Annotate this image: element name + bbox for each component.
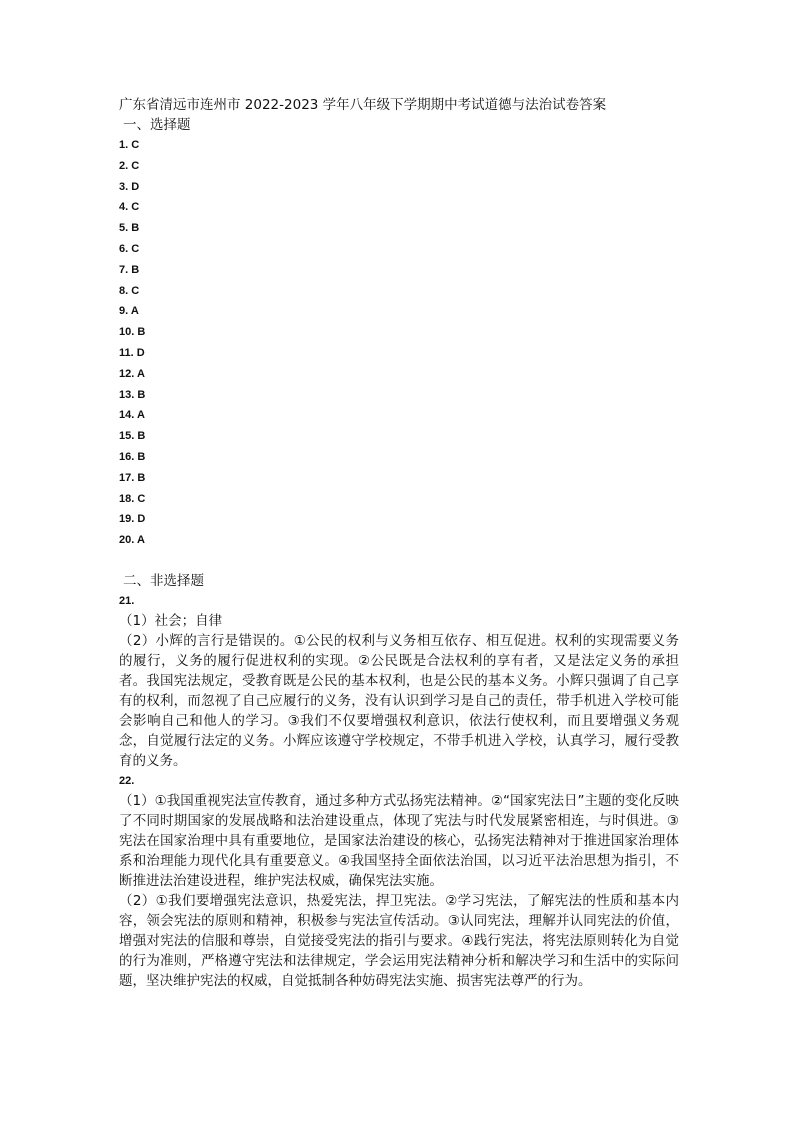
choice-answer: 4. C — [119, 201, 140, 214]
choice-answer: 11. D — [119, 346, 145, 359]
choice-answer: 7. B — [119, 263, 140, 276]
choice-answer-list — [119, 135, 679, 551]
choice-answer: 16. B — [119, 450, 146, 463]
choice-answer: 9. A — [119, 305, 139, 318]
choice-answer: 20. A — [119, 534, 145, 547]
choice-answer: 17. B — [119, 471, 146, 484]
choice-answer: 18. C — [119, 492, 146, 505]
section-heading-nonchoice: 二、非选择题 — [123, 572, 204, 589]
q22-part2-answer: （2）①我们要增强宪法意识，热爱宪法，捍卫宪法。②学习宪法，了解宪法的性质和基本内容，领会宪法的原则和精神，积极参与宪法宣传活动。③认同宪法，理解并认同宪法的价值，增强对宪法的信服和尊崇，自觉接受宪法的指引与要求。④践行宪法，将宪法原则转化为自觉的行为准则，严格遵守宪法和法律规定，学会运用宪法精神分析和解决学习和生活中的实际问题，坚决维护宪法的权威，自觉抵制各种妨碍宪法实施、损害宪法尊严的行为。 — [119, 892, 679, 989]
choice-answer: 1. C — [119, 139, 140, 151]
choice-answer: 3. D — [119, 180, 140, 193]
question-number-21: 21. — [119, 594, 135, 607]
answer-document — [119, 95, 679, 991]
section-heading-choice: 一、选择题 — [123, 117, 191, 133]
choice-answer: 19. D — [119, 513, 146, 526]
q21-part1-answer: （1）社会；自律 — [119, 612, 223, 629]
choice-answer: 5. B — [119, 222, 140, 235]
choice-answer: 10. B — [119, 326, 146, 339]
blank-line — [119, 551, 679, 571]
choice-answer: 2. C — [119, 159, 140, 172]
q21-part2-answer: （2）小辉的言行是错误的。①公民的权利与义务相互依存、相互促进。权利的实现需要义务的履行，义务的履行促进权利的实现。②公民既是合法权利的享有者，又是法定义务的承担者。我国宪法规定，受教育既是公民的基本权利，也是公民的基本义务。小辉只强调了自己享有的权利，而忽视了自己应履行的义务，没有认识到学习是自己的责任，带手机进入学校可能会影响自己和他人的学习。③我们不仅要增强权利意识，依法行使权利，而且要增强义务观念，自觉履行法定的义务。小辉应该遵守学校规定，不带手机进入学校，认真学习，履行受教育的义务。 — [119, 632, 679, 769]
choice-answer: 12. A — [119, 367, 145, 380]
choice-answer: 8. C — [119, 284, 140, 297]
document-title: 广东省清远市连州市 2022-2023 学年八年级下学期期中考试道德与法治试卷答案 — [119, 97, 607, 113]
choice-answer: 14. A — [119, 409, 145, 422]
q22-part1-answer: （1）①我国重视宪法宣传教育，通过多种方式弘扬宪法精神。②“国家宪法日”主题的变化反映了不同时期国家的发展战略和法治建设重点，体现了宪法与时代发展紧密相连，与时俱进。③宪法在国家治理中具有重要地位，是国家法治建设的核心，弘扬宪法精神对于推进国家治理体系和治理能力现代化具有重要意义。④我国坚持全面依法治国，以习近平法治思想为指引，不断推进法治建设进程，维护宪法权威，确保宪法实施。 — [119, 792, 679, 889]
choice-answer: 13. B — [119, 388, 146, 401]
choice-answer: 15. B — [119, 430, 146, 443]
choice-answer: 6. C — [119, 242, 140, 255]
question-number-22: 22. — [119, 774, 135, 787]
